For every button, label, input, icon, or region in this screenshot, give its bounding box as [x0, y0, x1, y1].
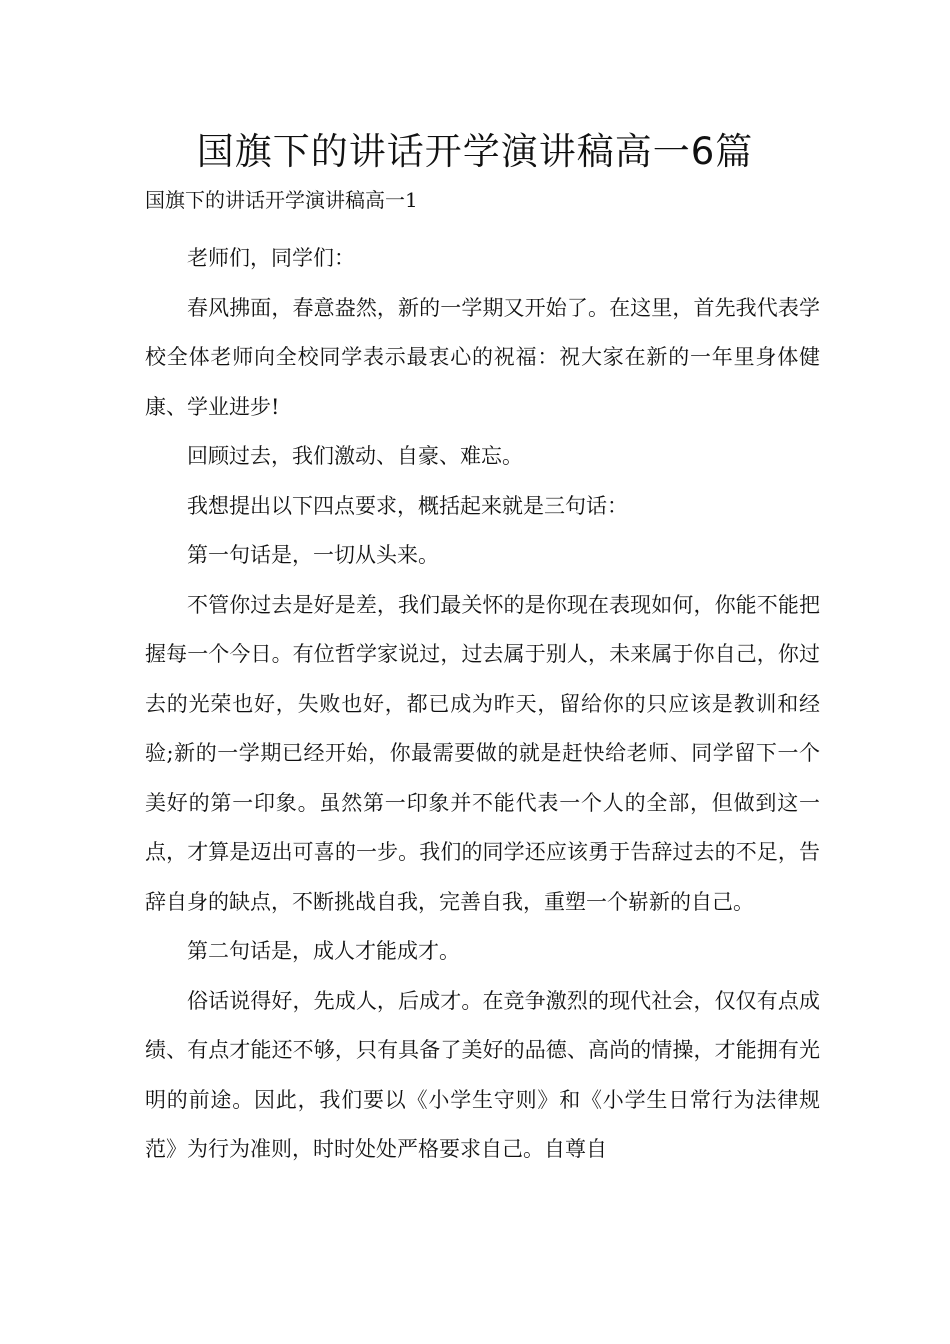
- document-title: 国旗下的讲话开学演讲稿高一6篇: [196, 130, 754, 173]
- document-body: [145, 234, 820, 1175]
- paragraph-second-point: 第二句话是，成人才能成才。: [187, 939, 460, 963]
- paragraph-opening: 春风拂面，春意盎然，新的一学期又开始了。在这里，首先我代表学校全体老师向全校同学表示最衷心的祝福：祝大家在新的一年里身体健康、学业进步!: [145, 295, 820, 419]
- paragraph-first-detail: 不管你过去是好是差，我们最关怀的是你现在表现如何，你能不能把握每一个今日。有位哲学家说过，过去属于别人，未来属于你自己，你过去的光荣也好，失败也好，都已成为昨天，留给你的只应该是教训和经验;新的一学期已经开始，你最需要做的就是赶快给老师、同学留下一个美好的第一印象。虽然第一印象并不能代表一个人的全部，但做到这一点，才算是迈出可喜的一步。我们的同学还应该勇于告辞过去的不足，告辞自身的缺点，不断挑战自我，完善自我，重塑一个崭新的自己。: [145, 592, 820, 914]
- paragraph-first-point: 第一句话是，一切从头来。: [187, 543, 439, 567]
- paragraph-requirements: 我想提出以下四点要求，概括起来就是三句话：: [187, 493, 628, 518]
- paragraph-second-detail: 俗话说得好，先成人，后成才。在竞争激烈的现代社会，仅仅有点成绩、有点才能还不够，只有具备了美好的品德、高尚的情操，才能拥有光明的前途。因此，我们要以《小学生守则》和《小学生日常行为法律规范》为行为准则，时时处处严格要求自己。自尊自: [145, 988, 820, 1161]
- paragraph-review: 回顾过去，我们激动、自豪、难忘。: [187, 444, 523, 468]
- section-heading: 国旗下的讲话开学演讲稿高一1: [145, 188, 418, 212]
- paragraph-greeting: 老师们，同学们：: [187, 246, 355, 270]
